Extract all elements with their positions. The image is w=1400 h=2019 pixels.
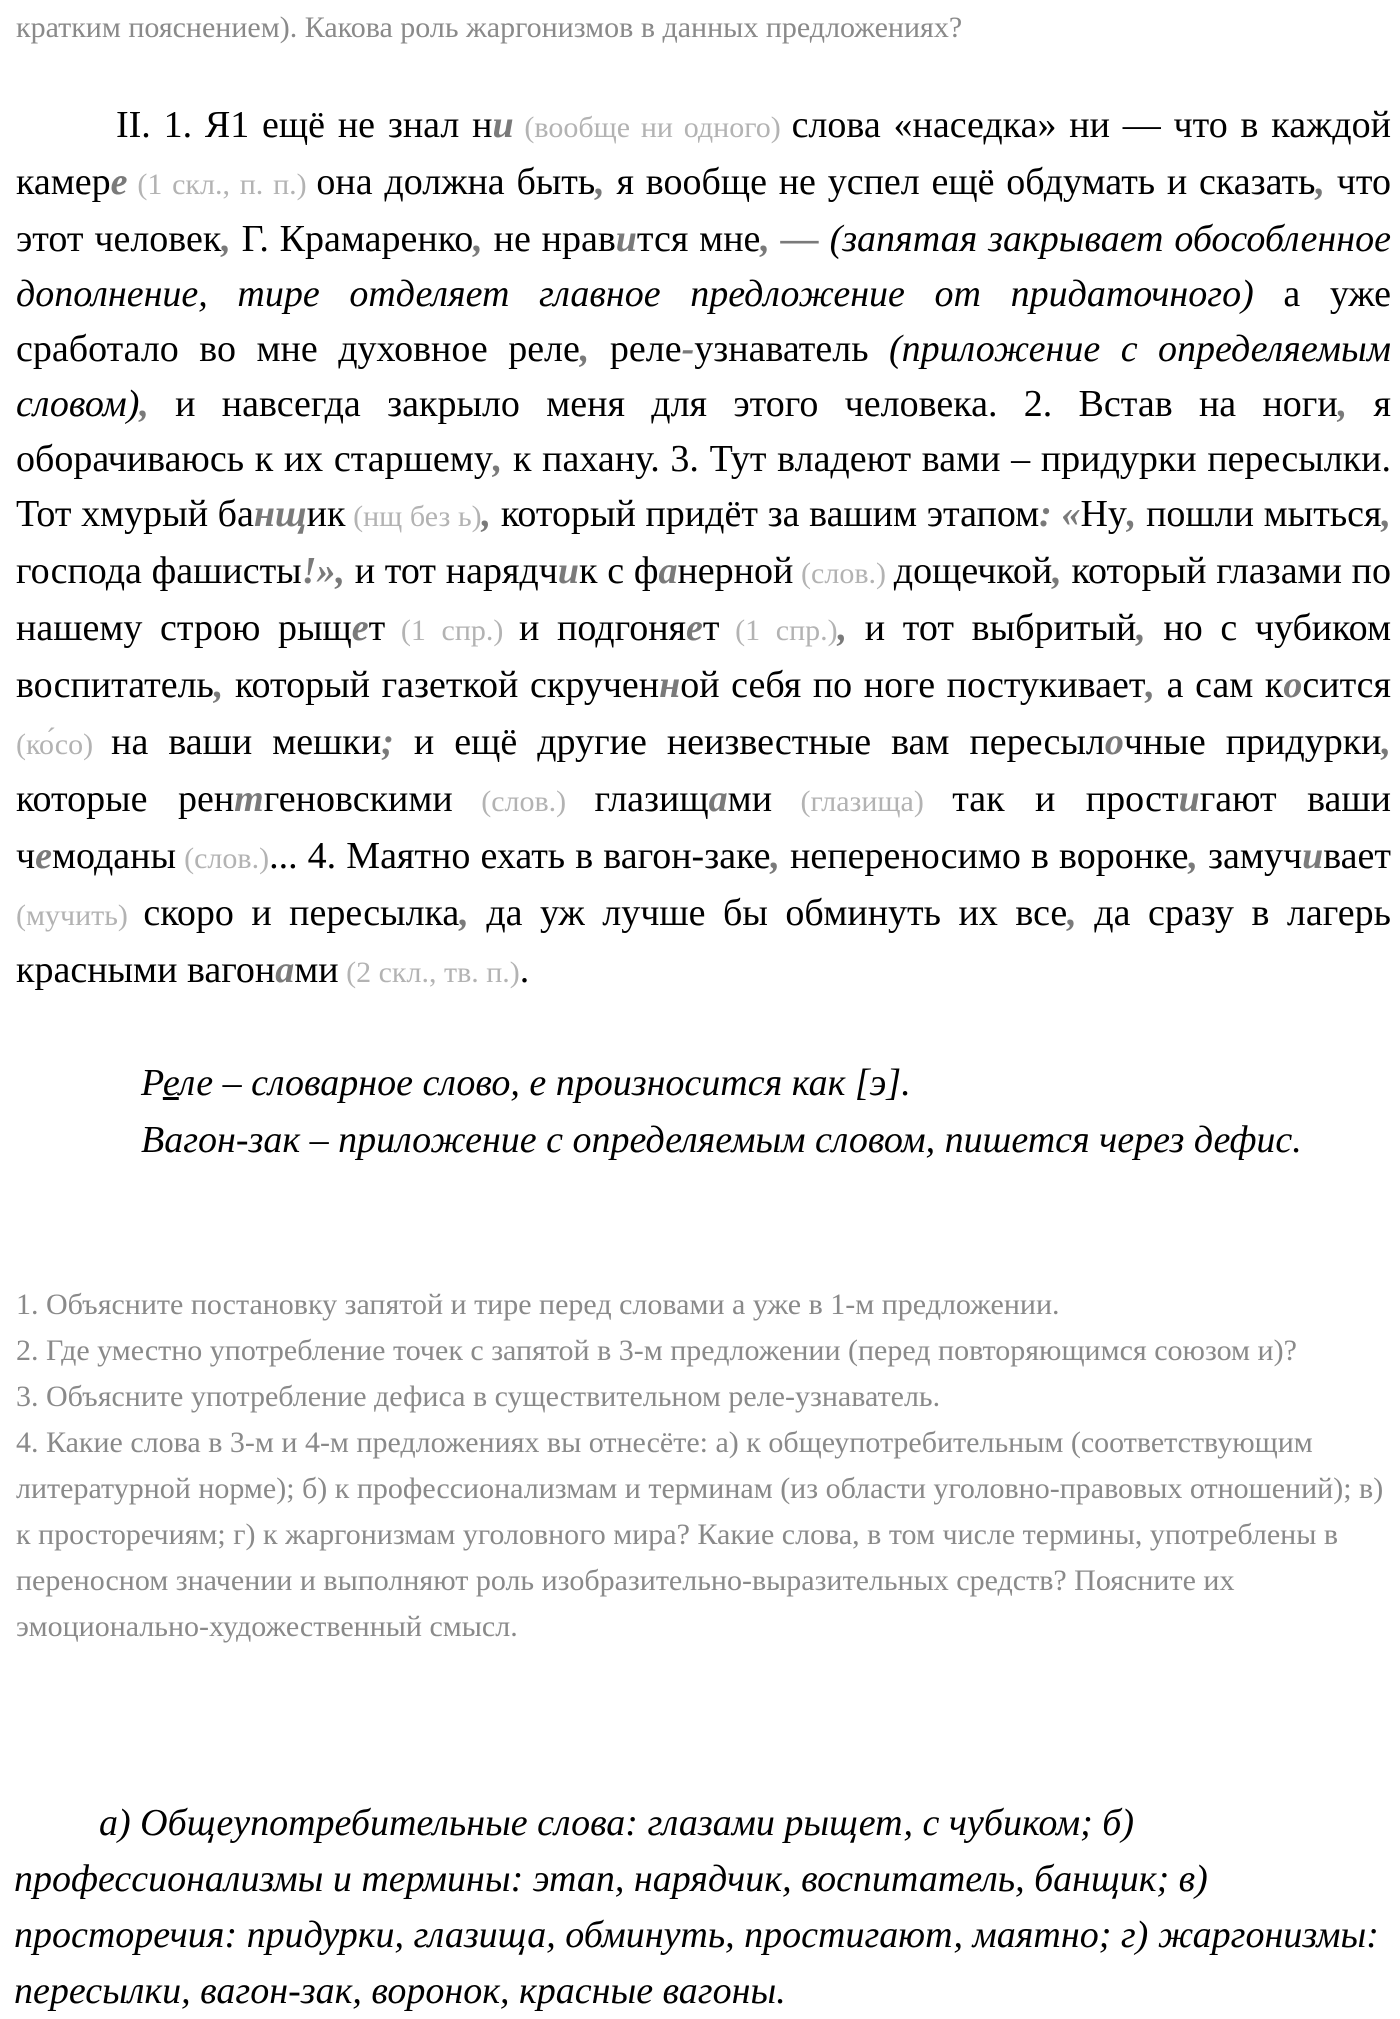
gray-note: (слов.) [176, 842, 270, 875]
text-run: пошли мыться [1136, 493, 1382, 535]
highlight-punct: , [459, 892, 469, 934]
highlight-letter: о [1104, 721, 1124, 763]
text-run: к с ф [579, 550, 659, 592]
text-run: который газеткой скручен [223, 664, 660, 706]
gray-note: (ко́со) [16, 728, 112, 761]
highlight-letter: е [686, 607, 703, 649]
answer-text: а) Общеупотребительные слова: глазами рыщет, с чубиком; б) профессионализмы и термины: этап, нарядчик, воспитатель, банщик; в) просторечия: придурки, глазища, обминуть, простигают, маятно; г) жаргонизмы: пересылки, вагон-зак, воронок, красные вагоны. [14, 1802, 1379, 2012]
highlight-punct: , [1126, 493, 1137, 535]
text-run: а уже сработало во мне духовное реле [16, 273, 1391, 370]
highlight-punct: , [770, 835, 780, 877]
highlight-letter: о [1283, 664, 1303, 706]
highlight-punct: , [837, 607, 848, 649]
highlight-letter: т [234, 778, 264, 820]
highlight-letter: е [35, 835, 52, 877]
highlight-punct: , [1381, 493, 1391, 535]
gray-note: (слов.) [452, 785, 595, 818]
text-run: который глазами по нашему строю рыщ [16, 550, 1392, 649]
text-run: не нрав [482, 218, 616, 260]
text-run: и тот выбритый [847, 607, 1137, 649]
gray-note: (1 спр.) [719, 614, 838, 647]
gray-note: (слов.) [793, 557, 894, 590]
text-run: вает [1323, 835, 1391, 877]
highlight-punct: , [213, 664, 224, 706]
text-run: слова «наседка» ни — что в каждой камер [16, 104, 1391, 203]
text-run: на ваши мешки [111, 721, 382, 763]
text-run: но с чубиком воспитатель [16, 607, 1391, 706]
text-run: нерной [677, 550, 794, 592]
gray-note: (вообще ни одного) [513, 111, 792, 144]
highlight-punct: , [1381, 721, 1392, 763]
highlight-punct: , [1067, 892, 1077, 934]
text-run: дощечкой [893, 550, 1053, 592]
highlight-punct: , [492, 438, 503, 480]
exercise-text [16, 98, 1391, 1000]
highlight-punct: , [1145, 664, 1155, 706]
highlight-letter: е [110, 161, 128, 203]
highlight-punct: ; [381, 721, 394, 763]
text-run: реле [589, 328, 682, 370]
text-run: сится [1302, 664, 1391, 706]
highlight-letter: и [492, 104, 514, 146]
text-run: я оборачиваюсь к их старшему [16, 383, 1391, 480]
underlined-letter: е [162, 1062, 179, 1104]
text-run: ми [294, 949, 339, 991]
gray-note: (1 спр.) [385, 614, 520, 647]
gray-note: (1 скл., п. п.) [127, 168, 317, 201]
text-run: тся мне [636, 218, 761, 260]
question-item: 4. Какие слова в 3-м и 4-м предложениях вы отнесёте: а) к общеупотребительным (соответствующим литературной норме); б) к профессионализмам и терминам (из области уголовно-правовых отношений); в) к просторечиям; г) к жаргонизмам уголовного мира? Какие слова, в том числе термины, употреблены в переносном значении и выполняют роль изобразительно-выразительных средств? Поясните их эмоционально-художественный смысл. [16, 1426, 1384, 1643]
text-run: ... 4. Маятно ехать в вагон-заке [269, 835, 771, 877]
highlight-punct: , [579, 328, 590, 370]
highlight-punct: , [221, 218, 231, 260]
text-run: замуч [1197, 835, 1303, 877]
text-run: гают ваши ч [16, 778, 1391, 877]
text-run: узнаватель [694, 328, 890, 370]
italic-comment: (приложение с определяемым словом) [16, 328, 1391, 425]
text-run: и тот нарядч [345, 550, 558, 592]
highlight-punct: , [1337, 383, 1348, 425]
question-item: 3. Объясните употребление дефиса в существительном реле-узнаватель. [16, 1380, 941, 1413]
highlight-letter: н [659, 664, 681, 706]
text-run: да сразу в лагерь красными вагон [16, 892, 1391, 991]
highlight-letter: нщ [253, 493, 307, 535]
text-run: что этот человек [16, 161, 1391, 260]
highlight-punct: , [1315, 161, 1325, 203]
highlight-punct: , [1052, 550, 1062, 592]
note-text: ле – словарное слово, е произносится как [э]. [178, 1062, 911, 1104]
text-run: т [702, 607, 720, 649]
text-run: и подгоня [519, 607, 687, 649]
note-rele [16, 1055, 1391, 1112]
text-run: Ну [1080, 493, 1127, 535]
gray-note: (глазища) [772, 785, 953, 818]
highlight-punct: , [473, 218, 483, 260]
text-run: геновскими [263, 778, 453, 820]
text-run: и навсегда закрыло меня для этого человека. 2. Встав на ноги [148, 383, 1338, 425]
text-run: скоро и пересылка [143, 892, 460, 934]
note-text: Р [141, 1062, 163, 1104]
intro-text: кратким пояснением). Какова роль жаргонизмов в данных предложениях? [16, 11, 963, 44]
highlight-letter: и [557, 550, 580, 592]
highlight-letter: е [351, 607, 369, 649]
gray-note: (нщ без ь) [345, 500, 482, 533]
highlight-punct: , [1136, 607, 1146, 649]
text-run: чные придурки [1123, 721, 1382, 763]
highlight-punct: , [481, 493, 492, 535]
highlight-punct: : « [1039, 493, 1081, 535]
notes [16, 1055, 1391, 1169]
question-item: 1. Объясните постановку запятой и тире перед словами а уже в 1-м предложении. [16, 1288, 1060, 1321]
text-run: . [519, 949, 530, 991]
text-run: Г. Крамаренко [230, 218, 474, 260]
highlight-punct: , — [760, 218, 819, 260]
text-run: ик [306, 493, 346, 535]
note-vagon-zak: Вагон-зак – приложение с определяемым словом, пишется через дефис. [141, 1119, 1302, 1161]
text-run: ми [727, 778, 773, 820]
highlight-punct: , [1188, 835, 1198, 877]
text-run: она должна быть [316, 161, 596, 203]
questions-list [16, 1282, 1391, 1650]
text-run: да уж лучше бы обминуть их все [468, 892, 1068, 934]
highlight-letter: и [615, 218, 637, 260]
text-run: моданы [52, 835, 177, 877]
text-run: а сам к [1155, 664, 1284, 706]
gray-note: (мучить) [16, 899, 144, 932]
italic-comment: (запятая закрывает обособленное дополнение, тире отделяет главное предложение от придаточного) [16, 218, 1391, 315]
highlight-letter: а [708, 778, 728, 820]
highlight-punct: , [595, 161, 605, 203]
text-run: который придёт за вашим этапом [491, 493, 1040, 535]
text-run: к пахану. 3. Тут владеют вами – придурки пересылки. Тот хмурый ба [16, 438, 1391, 535]
text-run: II. 1. Я1 ещё не знал н [116, 104, 493, 146]
text-run: которые рен [16, 778, 235, 820]
highlight-letter: и [1178, 778, 1200, 820]
question-item: 2. Где уместно употребление точек с запятой в 3-м предложении (перед повторяющимся союзом и)? [16, 1334, 1297, 1367]
text-run: и ещё другие неизвестные вам пересыл [393, 721, 1105, 763]
text-run: глазищ [594, 778, 709, 820]
highlight-letter: а [275, 949, 295, 991]
highlight-punct: - [681, 328, 695, 370]
text-run: я вообще не успел ещё обдумать и сказать [604, 161, 1316, 203]
highlight-punct: , [139, 383, 149, 425]
text-run: так и прост [952, 778, 1179, 820]
text-run: господа фашисты [16, 550, 302, 592]
text-run: ой себя по ноге постукивает [680, 664, 1146, 706]
highlight-letter: и [1302, 835, 1324, 877]
gray-note: (2 скл., тв. п.) [338, 956, 520, 989]
text-run: т [368, 607, 386, 649]
highlight-letter: а [658, 550, 678, 592]
text-run: непереносимо в воронке [779, 835, 1189, 877]
highlight-punct: !», [301, 550, 346, 592]
